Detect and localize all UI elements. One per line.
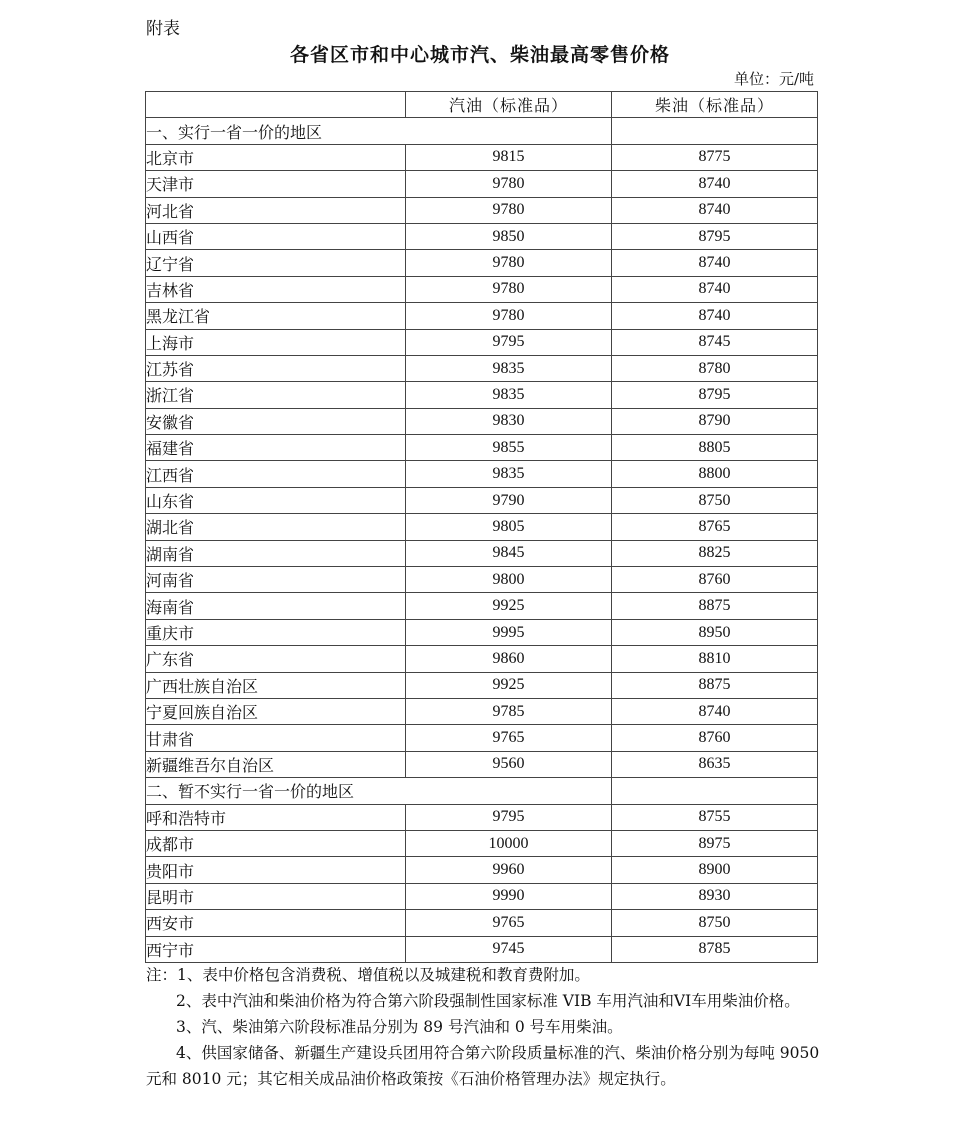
region-name-cell: 甘肃省: [146, 725, 406, 751]
diesel-price-cell: 8795: [612, 382, 818, 408]
gasoline-price-cell: 9560: [406, 751, 612, 777]
diesel-price-cell: 8800: [612, 461, 818, 487]
region-name-cell: 贵阳市: [146, 857, 406, 883]
diesel-price-cell: 8740: [612, 197, 818, 223]
diesel-price-cell: 8780: [612, 355, 818, 381]
region-name-cell: 成都市: [146, 830, 406, 856]
table-row: [146, 619, 818, 645]
unit-label: 单位：元/吨: [733, 70, 814, 88]
table-row: [146, 408, 818, 434]
gasoline-price-cell: 9780: [406, 276, 612, 302]
region-name-cell: 新疆维吾尔自治区: [146, 751, 406, 777]
gasoline-price-cell: 9845: [406, 540, 612, 566]
table-row: [146, 725, 818, 751]
region-name-cell: 湖南省: [146, 540, 406, 566]
region-name-cell: 山东省: [146, 487, 406, 513]
diesel-price-cell: 8810: [612, 646, 818, 672]
table-row: [146, 698, 818, 724]
table-row: [146, 672, 818, 698]
diesel-price-cell: 8975: [612, 830, 818, 856]
table-row: [146, 830, 818, 856]
diesel-price-cell: 8740: [612, 303, 818, 329]
table-row: [146, 936, 818, 962]
diesel-price-cell: 8790: [612, 408, 818, 434]
region-name-cell: 重庆市: [146, 619, 406, 645]
region-name-cell: 河北省: [146, 197, 406, 223]
region-name-cell: 天津市: [146, 171, 406, 197]
gasoline-price-cell: 9925: [406, 593, 612, 619]
gasoline-price-cell: 9780: [406, 197, 612, 223]
gasoline-price-cell: 9995: [406, 619, 612, 645]
diesel-price-cell: 8805: [612, 435, 818, 461]
diesel-price-cell: 8750: [612, 910, 818, 936]
gasoline-price-cell: 9830: [406, 408, 612, 434]
gasoline-price-cell: 9785: [406, 698, 612, 724]
table-row: [146, 197, 818, 223]
gasoline-price-cell: 9795: [406, 329, 612, 355]
diesel-price-cell: 8740: [612, 698, 818, 724]
table-row: [146, 144, 818, 170]
diesel-price-cell: 8785: [612, 936, 818, 962]
gasoline-price-cell: 9835: [406, 461, 612, 487]
note-1: 注：1、表中价格包含消费税、增值税以及城建税和教育费附加。: [146, 966, 590, 984]
table-row: [146, 646, 818, 672]
region-name-cell: 海南省: [146, 593, 406, 619]
region-name-cell: 江苏省: [146, 355, 406, 381]
gasoline-price-cell: 9795: [406, 804, 612, 830]
gasoline-price-cell: 9745: [406, 936, 612, 962]
diesel-price-cell: 8775: [612, 144, 818, 170]
section-empty-cell: [612, 778, 818, 804]
section-row: [146, 778, 818, 804]
gasoline-price-cell: 9780: [406, 171, 612, 197]
note-2: 2、表中汽油和柴油价格为符合第六阶段强制性国家标准 VIB 车用汽油和VI车用柴油价格。: [176, 992, 800, 1010]
gasoline-price-cell: 9835: [406, 355, 612, 381]
region-name-cell: 山西省: [146, 223, 406, 249]
table-row: [146, 487, 818, 513]
page-title: 各省区市和中心城市汽、柴油最高零售价格: [289, 44, 670, 66]
diesel-price-cell: 8950: [612, 619, 818, 645]
table-header-row: [146, 92, 818, 118]
diesel-price-cell: 8875: [612, 672, 818, 698]
price-table: [145, 91, 818, 963]
region-name-cell: 呼和浩特市: [146, 804, 406, 830]
diesel-price-cell: 8740: [612, 171, 818, 197]
section-row: [146, 118, 818, 144]
region-name-cell: 宁夏回族自治区: [146, 698, 406, 724]
gasoline-price-cell: 9990: [406, 883, 612, 909]
gasoline-price-cell: 9765: [406, 910, 612, 936]
note-3: 3、汽、柴油第六阶段标准品分别为 89 号汽油和 0 号车用柴油。: [176, 1018, 623, 1036]
region-name-cell: 河南省: [146, 567, 406, 593]
table-row: [146, 514, 818, 540]
table-row: [146, 751, 818, 777]
region-name-cell: 西宁市: [146, 936, 406, 962]
column-header-region: [146, 92, 406, 118]
region-name-cell: 西安市: [146, 910, 406, 936]
region-name-cell: 上海市: [146, 329, 406, 355]
region-name-cell: 江西省: [146, 461, 406, 487]
attachment-label: 附表: [146, 19, 180, 39]
region-name-cell: 湖北省: [146, 514, 406, 540]
gasoline-price-cell: 9780: [406, 250, 612, 276]
diesel-price-cell: 8795: [612, 223, 818, 249]
diesel-price-cell: 8930: [612, 883, 818, 909]
gasoline-price-cell: 9960: [406, 857, 612, 883]
diesel-price-cell: 8635: [612, 751, 818, 777]
diesel-price-cell: 8755: [612, 804, 818, 830]
region-name-cell: 福建省: [146, 435, 406, 461]
gasoline-price-cell: 9800: [406, 567, 612, 593]
note-4: 4、供国家储备、新疆生产建设兵团用符合第六阶段质量标准的汽、柴油价格分别为每吨 9050 元和 8010 元；其它相关成品油价格政策按《石油价格管理办法》规定执行。: [146, 1044, 820, 1088]
table-row: [146, 223, 818, 249]
table-row: [146, 382, 818, 408]
table-row: [146, 276, 818, 302]
table-row: [146, 883, 818, 909]
gasoline-price-cell: 9765: [406, 725, 612, 751]
table-row: [146, 910, 818, 936]
notes: [146, 962, 822, 1092]
gasoline-price-cell: 9860: [406, 646, 612, 672]
gasoline-price-cell: 10000: [406, 830, 612, 856]
gasoline-price-cell: 9850: [406, 223, 612, 249]
diesel-price-cell: 8825: [612, 540, 818, 566]
table-row: [146, 329, 818, 355]
region-name-cell: 昆明市: [146, 883, 406, 909]
table-row: [146, 171, 818, 197]
diesel-price-cell: 8875: [612, 593, 818, 619]
section-empty-cell: [612, 118, 818, 144]
diesel-price-cell: 8740: [612, 250, 818, 276]
gasoline-price-cell: 9855: [406, 435, 612, 461]
gasoline-price-cell: 9790: [406, 487, 612, 513]
region-name-cell: 广东省: [146, 646, 406, 672]
section-title: 二、暂不实行一省一价的地区: [146, 778, 612, 804]
region-name-cell: 广西壮族自治区: [146, 672, 406, 698]
diesel-price-cell: 8740: [612, 276, 818, 302]
region-name-cell: 吉林省: [146, 276, 406, 302]
table-row: [146, 804, 818, 830]
table-row: [146, 435, 818, 461]
gasoline-price-cell: 9805: [406, 514, 612, 540]
section-title: 一、实行一省一价的地区: [146, 118, 612, 144]
diesel-price-cell: 8765: [612, 514, 818, 540]
gasoline-price-cell: 9835: [406, 382, 612, 408]
region-name-cell: 浙江省: [146, 382, 406, 408]
gasoline-price-cell: 9925: [406, 672, 612, 698]
diesel-price-cell: 8750: [612, 487, 818, 513]
table-row: [146, 461, 818, 487]
table-row: [146, 303, 818, 329]
region-name-cell: 辽宁省: [146, 250, 406, 276]
column-header-gasoline: 汽油（标准品）: [406, 92, 612, 118]
gasoline-price-cell: 9780: [406, 303, 612, 329]
table-body: [146, 118, 818, 963]
table-row: [146, 593, 818, 619]
diesel-price-cell: 8760: [612, 567, 818, 593]
region-name-cell: 安徽省: [146, 408, 406, 434]
table-row: [146, 355, 818, 381]
region-name-cell: 黑龙江省: [146, 303, 406, 329]
region-name-cell: 北京市: [146, 144, 406, 170]
column-header-diesel: 柴油（标准品）: [612, 92, 818, 118]
table-row: [146, 857, 818, 883]
table-row: [146, 250, 818, 276]
diesel-price-cell: 8900: [612, 857, 818, 883]
diesel-price-cell: 8760: [612, 725, 818, 751]
diesel-price-cell: 8745: [612, 329, 818, 355]
gasoline-price-cell: 9815: [406, 144, 612, 170]
table-row: [146, 567, 818, 593]
table-row: [146, 540, 818, 566]
